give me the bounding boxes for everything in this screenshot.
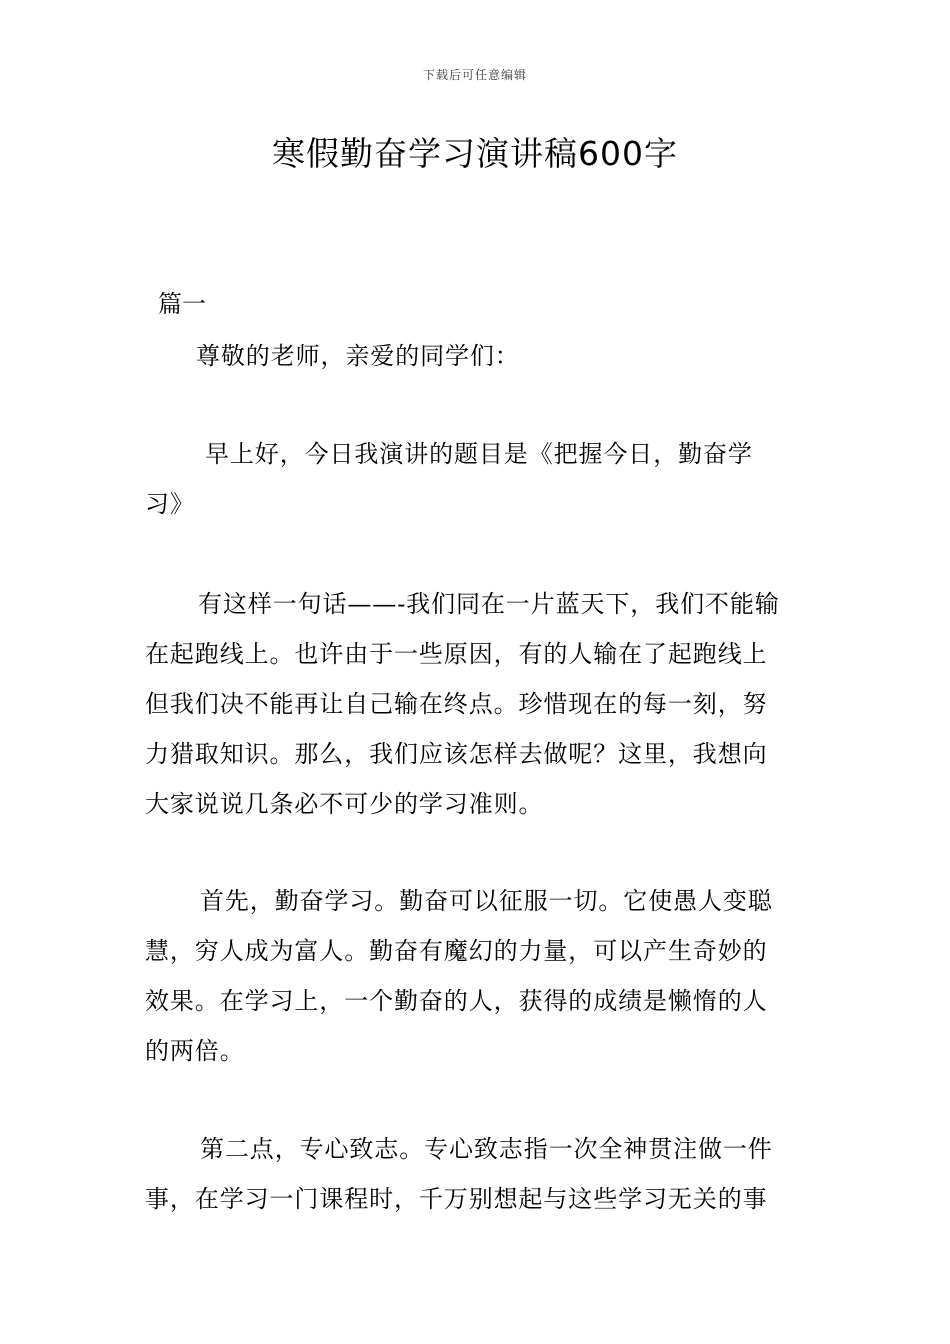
paragraph-line: 早上好，今日我演讲的题目是《把握今日，勤奋学 xyxy=(205,440,753,468)
greeting-line: 尊敬的老师，亲爱的同学们： xyxy=(196,342,520,370)
paragraph-line: 首先，勤奋学习。勤奋可以征服一切。它使愚人变聪 xyxy=(200,887,773,915)
section-label: 篇一 xyxy=(158,290,206,318)
paragraph-line: 在起跑线上。也许由于一些原因，有的人输在了起跑线上 xyxy=(145,640,768,668)
paragraph-line: 事，在学习一门课程时，千万别想起与这些学习无关的事 xyxy=(145,1185,768,1213)
paragraph-line: 的两倍。 xyxy=(145,1037,245,1065)
paragraph-line: 第二点，专心致志。专心致志指一次全神贯注做一件 xyxy=(200,1135,773,1163)
page-title: 寒假勤奋学习演讲稿600字 xyxy=(272,134,678,173)
paragraph-line: 效果。在学习上，一个勤奋的人，获得的成绩是懒惰的人 xyxy=(145,987,768,1015)
paragraph-line: 力猎取知识。那么，我们应该怎样去做呢？这里，我想向 xyxy=(145,740,768,768)
paragraph-line: 但我们决不能再让自己输在终点。珍惜现在的每一刻，努 xyxy=(145,690,768,718)
paragraph-line: 习》 xyxy=(145,490,195,518)
header-note: 下载后可任意编辑 xyxy=(422,68,527,82)
paragraph-line: 慧，穷人成为富人。勤奋有魔幻的力量，可以产生奇妙的 xyxy=(145,937,768,965)
paragraph-line: 大家说说几条必不可少的学习准则。 xyxy=(145,790,544,818)
paragraph-line: 有这样一句话——-我们同在一片蓝天下，我们不能输 xyxy=(198,590,780,618)
